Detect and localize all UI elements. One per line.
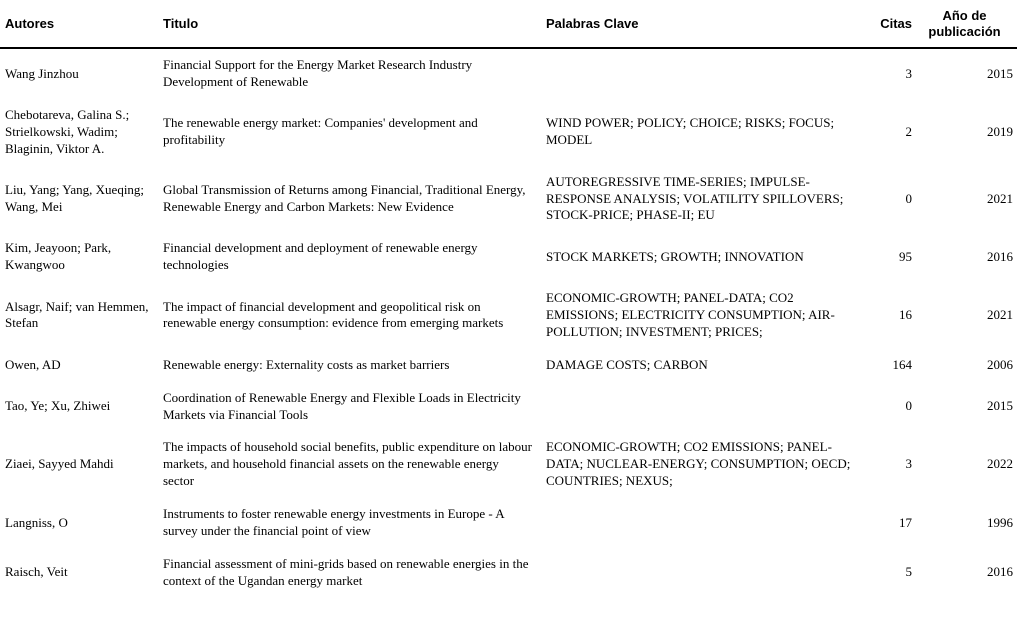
cell-anio-publicacion: 2015 (987, 398, 1013, 414)
cell-autores: Owen, AD (5, 356, 61, 372)
cell-citas: 0 (905, 398, 912, 414)
cell-autores: Kim, Jeayoon; Park, Kwangwoo (5, 240, 112, 273)
table-row (0, 498, 1017, 548)
cell-palabras-clave: ECONOMIC-GROWTH; CO2 EMISSIONS; PANEL-DATA; NUCLEAR-ENERGY; CONSUMPTION; OECD; COUNTRIES; NEXUS; (546, 439, 851, 489)
cell-anio-publicacion: 1996 (987, 514, 1013, 530)
table-row (0, 548, 1017, 598)
cell-titulo: The impacts of household social benefits, public expenditure on labour markets, and household financial assets on the renewable energy sector (163, 439, 532, 489)
cell-titulo: The impact of financial development and geopolitical risk on renewable energy consumption: evidence from emerging markets (163, 298, 504, 331)
cell-anio-publicacion: 2021 (987, 190, 1013, 206)
cell-citas: 16 (899, 306, 912, 322)
cell-anio-publicacion: 2015 (987, 65, 1013, 81)
literature-table (0, 2, 1017, 598)
table-row (0, 166, 1017, 233)
cell-autores: Raisch, Veit (5, 564, 68, 580)
cell-anio-publicacion: 2006 (987, 356, 1013, 372)
cell-citas: 3 (905, 456, 912, 472)
table-header-row (0, 2, 1017, 48)
table-row (0, 48, 1017, 99)
cell-palabras-clave: STOCK MARKETS; GROWTH; INNOVATION (546, 248, 804, 264)
table-row (0, 232, 1017, 282)
cell-anio-publicacion: 2022 (987, 456, 1013, 472)
table-row (0, 382, 1017, 432)
cell-palabras-clave (546, 48, 862, 99)
cell-titulo: The renewable energy market: Companies' development and profitability (163, 115, 478, 148)
cell-titulo: Financial Support for the Energy Market Research Industry Development of Renewable (163, 57, 473, 90)
cell-titulo: Coordination of Renewable Energy and Flexible Loads in Electricity Markets via Financial Tools (163, 389, 521, 422)
cell-citas: 3 (905, 65, 912, 81)
cell-anio-publicacion: 2019 (987, 123, 1013, 139)
cell-palabras-clave (546, 548, 862, 598)
cell-autores: Langniss, O (5, 514, 68, 530)
cell-titulo: Financial development and deployment of renewable energy technologies (163, 240, 478, 273)
cell-palabras-clave: ECONOMIC-GROWTH; PANEL-DATA; CO2 EMISSIONS; ELECTRICITY CONSUMPTION; AIR-POLLUTION; INVESTMENT; PRICES; (546, 290, 835, 339)
cell-citas: 5 (905, 564, 912, 580)
table-row (0, 431, 1017, 498)
table-row (0, 282, 1017, 349)
anio-header-line2: publicación (928, 23, 1001, 39)
cell-autores: Liu, Yang; Yang, Xueqing; Wang, Mei (5, 182, 145, 214)
cell-autores: Chebotareva, Galina S.; Strielkowski, Wadim; Blaginin, Viktor A. (5, 106, 130, 156)
cell-citas: 95 (899, 248, 912, 264)
table-row (0, 349, 1017, 382)
column-header-anio-de-publicacion (914, 2, 1017, 48)
table-row (0, 99, 1017, 166)
cell-palabras-clave: AUTOREGRESSIVE TIME-SERIES; IMPULSE-RESPONSE ANALYSIS; VOLATILITY SPILLOVERS; STOCK-PRICE; PHASE-II; EU (546, 173, 844, 223)
column-header-titulo: Titulo (158, 2, 546, 48)
cell-citas: 0 (905, 190, 912, 206)
cell-anio-publicacion: 2016 (987, 564, 1013, 580)
cell-palabras-clave: WIND POWER; POLICY; CHOICE; RISKS; FOCUS; MODEL (546, 115, 835, 148)
cell-titulo: Financial assessment of mini-grids based on renewable energies in the context of the Ugandan energy market (163, 555, 529, 588)
table-body (0, 48, 1017, 597)
column-header-palabras-clave: Palabras Clave (546, 2, 862, 48)
cell-titulo: Global Transmission of Returns among Financial, Traditional Energy, Renewable Energy and Carbon Markets: New Evidence (163, 182, 526, 214)
column-header-autores: Autores (0, 2, 158, 48)
cell-titulo: Instruments to foster renewable energy investments in Europe - A survey under the financial point of view (163, 506, 504, 538)
cell-palabras-clave (546, 498, 862, 548)
cell-autores: Ziaei, Sayyed Mahdi (5, 456, 114, 472)
cell-citas: 2 (905, 123, 912, 139)
cell-palabras-clave (546, 382, 862, 432)
cell-anio-publicacion: 2021 (987, 306, 1013, 322)
cell-citas: 164 (892, 356, 912, 372)
cell-palabras-clave: DAMAGE COSTS; CARBON (546, 356, 708, 372)
cell-autores: Wang Jinzhou (5, 65, 79, 81)
cell-titulo: Renewable energy: Externality costs as market barriers (163, 356, 450, 372)
column-header-citas: Citas (862, 2, 914, 48)
cell-citas: 17 (899, 514, 912, 530)
cell-autores: Tao, Ye; Xu, Zhiwei (5, 398, 111, 414)
cell-anio-publicacion: 2016 (987, 248, 1013, 264)
cell-autores: Alsagr, Naif; van Hemmen, Stefan (5, 298, 149, 331)
anio-header-line1: Año de (942, 8, 987, 23)
